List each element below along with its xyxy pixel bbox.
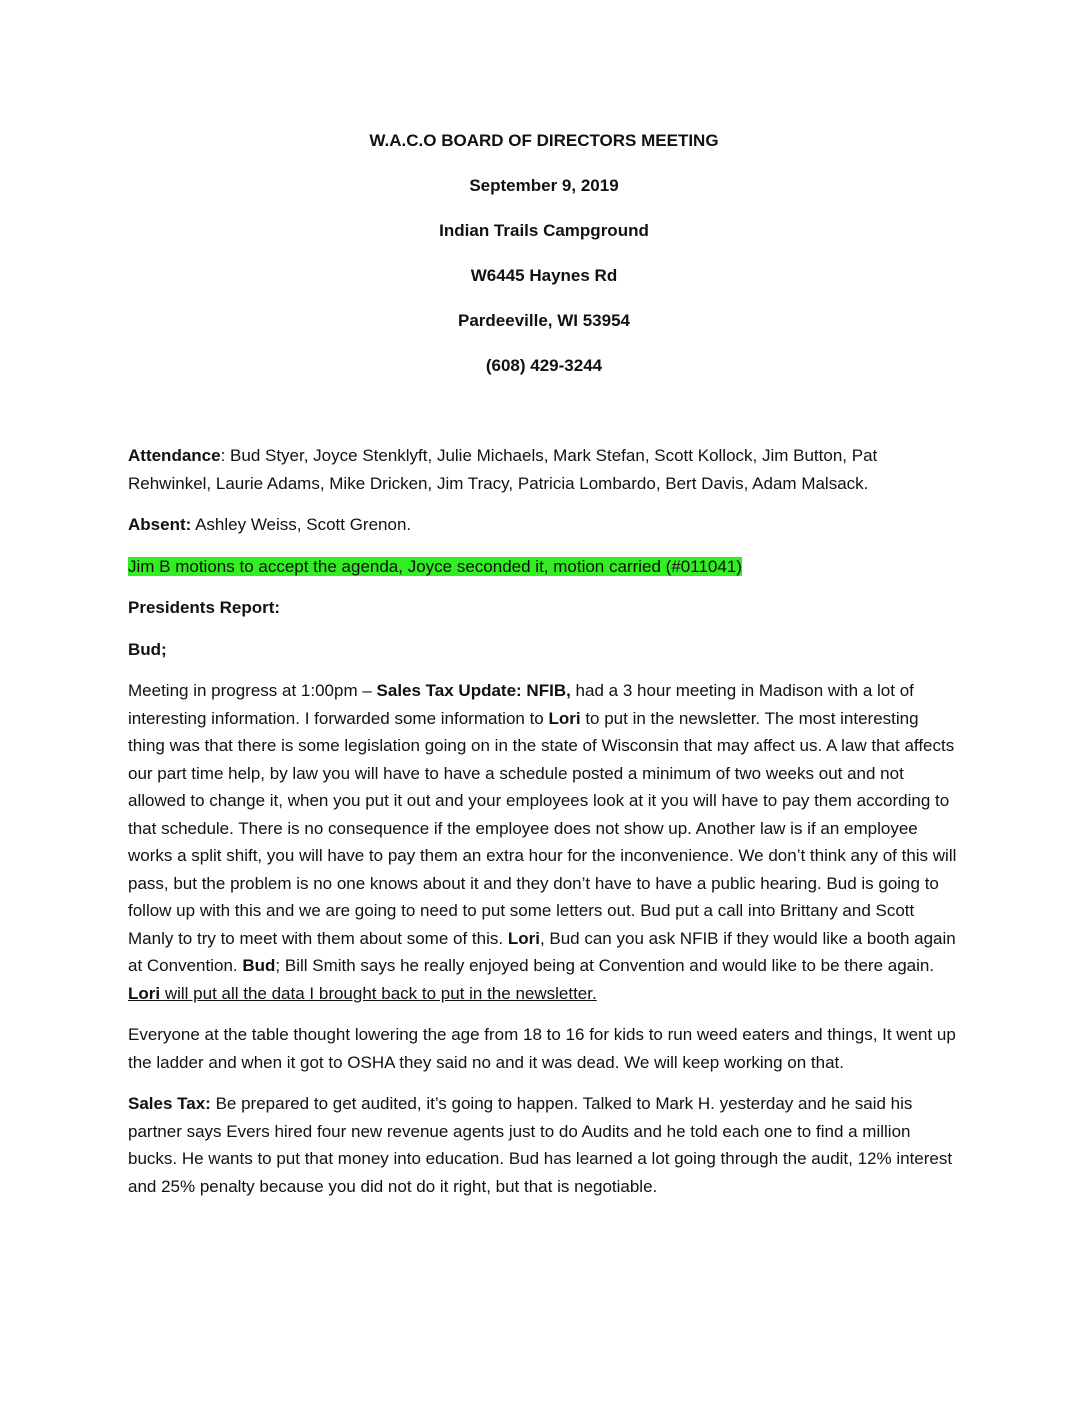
absent-label: Absent: [128,515,192,534]
sales-tax-update-label: Sales Tax Update: NFIB, [376,681,571,700]
sales-tax-label: Sales Tax: [128,1094,211,1113]
speaker-label: Bud; [128,639,167,659]
sales-tax-update-paragraph [128,677,960,1007]
name-bud: Bud [242,956,276,975]
meeting-location: Indian Trails Campground [439,221,649,240]
text-run: , Bud can you ask NFIB if they would like a booth again at Convention. [128,928,956,975]
text-run: to put in the newsletter. The most interesting thing was that there is some legislation going on in the state of Wisconsin that may affect us. A law that affects our part time help, by law you will have to have a schedule posted a minimum of two weeks out and not allowed to change it, when you put it out and your employees look at it you will have to pay them according to that schedule. There is no consequence if the employee does not show up. Another law is if an employee works a split shift, you will have to pay them an extra hour for the inconvenience. We don’t think any of this will pass, but the problem is no one knows about it and they don’t have to have a public hearing. Bud is going to follow up with this and we are going to need to put some letters out. Bud put a call into Brittany and Scott Manly to try to meet with them about some of this. [128,708,957,948]
meeting-header [0,128,1088,398]
age-paragraph: Everyone at the table thought lowering the age from 18 to 16 for kids to run weed eaters and things, It went up the ladder and when it got to OSHA they said no and it was dead. We will keep working on that. [128,1025,956,1072]
sales-tax-text: Be prepared to get audited, it’s going to happen. Talked to Mark H. yesterday and he said his partner says Evers hired four new revenue agents just to do Audits and he told each one to find a million bucks. He wants to put that money into education. Bud has learned a lot going through the audit, 12% interest and 25% penalty because you did not do it right, but that is negotiable. [128,1094,953,1196]
meeting-address: W6445 Haynes Rd [470,266,618,285]
motion-highlight: Jim B motions to accept the agenda, Joyce seconded it, motion carried (#011041) [128,556,742,576]
minutes-body [128,442,960,1214]
presidents-report-label: Presidents Report: [128,598,281,617]
text-run: Meeting in progress at 1:00pm – [128,681,377,700]
attendance-paragraph [128,442,960,497]
meeting-city: Pardeeville, WI 53954 [458,311,630,330]
meeting-phone: (608) 429-3244 [485,356,603,375]
name-lori: Lori [548,708,581,728]
text-run: ; Bill Smith says he really enjoyed being at Convention and would like to be there again. [275,956,935,975]
meeting-date: September 9, 2019 [469,176,619,195]
meeting-title: W.A.C.O BOARD OF DIRECTORS MEETING [369,131,719,150]
text-run: will put all the data I brought back to put in the newsletter. [160,983,597,1003]
attendance-label: Attendance [128,446,221,465]
presidents-report-heading [128,594,960,622]
absent-paragraph [128,511,960,539]
name-lori: Lori [507,928,540,948]
sales-tax-paragraph [128,1090,960,1200]
underlined-action-item [128,984,597,1003]
absent-names: Ashley Weiss, Scott Grenon. [191,515,412,534]
speaker-heading [128,636,960,664]
text-run: had a 3 hour meeting in Madison with a lot of interesting information. I forwarded some information to [128,681,914,728]
attendance-names: : Bud Styer, Joyce Stenklyft, Julie Michaels, Mark Stefan, Scott Kollock, Jim Button, Pat Rehwinkel, Laurie Adams, Mike Dricken, Jim Tracy, Patricia Lombardo, Bert Davis, Adam Malsack. [128,446,878,493]
motion-paragraph [128,553,960,581]
name-lori: Lori [128,983,161,1003]
